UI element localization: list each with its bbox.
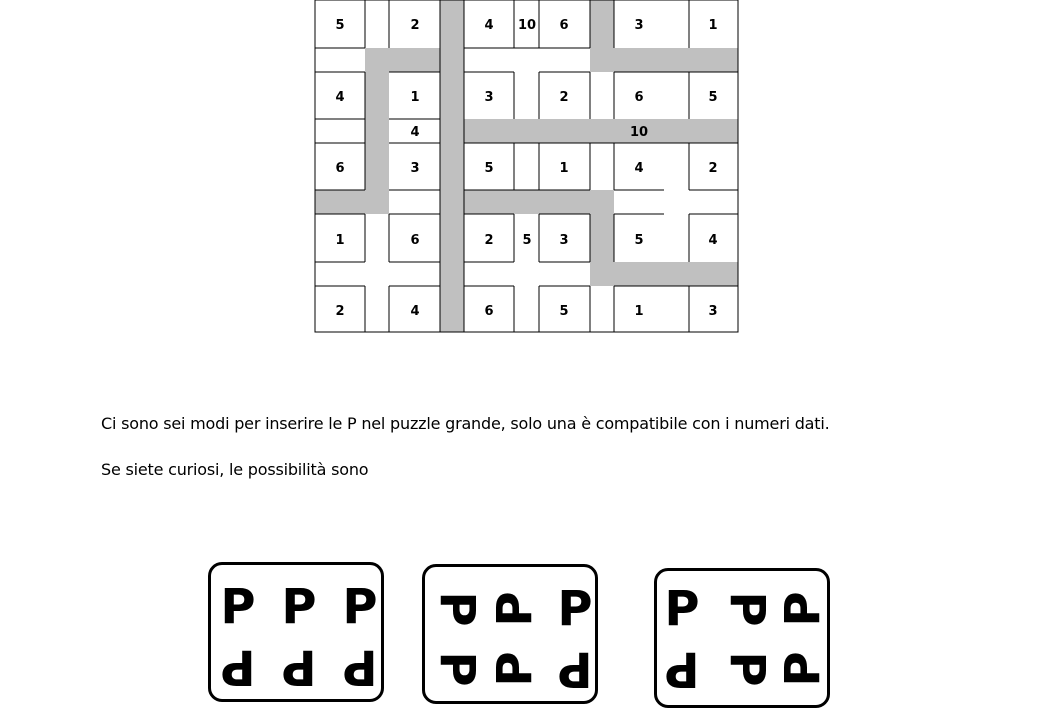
- p-glyph: P: [664, 581, 700, 637]
- clue-5: 5: [522, 233, 532, 248]
- cell-r2-c3: 1: [559, 161, 569, 176]
- p-glyph: P: [719, 591, 775, 627]
- cell-r1-c3: 2: [559, 90, 569, 105]
- option-box-1: [208, 562, 384, 702]
- p-glyph: P: [281, 579, 317, 635]
- cell-r4-c3: 5: [559, 304, 569, 319]
- cell-r3-c4: 5: [634, 233, 644, 248]
- option-box-3: [654, 568, 830, 708]
- p-glyph: P: [342, 579, 378, 635]
- p-glyph: P: [664, 641, 700, 697]
- cell-r3-c2: 2: [484, 233, 494, 248]
- cell-r4-c5: 3: [708, 304, 718, 319]
- cell-r2-c1: 3: [410, 161, 420, 176]
- cell-r1-c4: 6: [634, 90, 644, 105]
- cell-r2-c4: 4: [634, 161, 644, 176]
- cell-r0-c2: 4: [484, 18, 494, 33]
- cell-r3-c3: 3: [559, 233, 569, 248]
- cell-r4-c1: 4: [410, 304, 420, 319]
- p-glyph: P: [775, 651, 831, 687]
- p-glyph: P: [719, 651, 775, 687]
- p-glyph: P: [429, 651, 485, 687]
- p-glyph: P: [220, 639, 256, 695]
- option-box-2: [422, 564, 598, 704]
- cell-r1-c1: 1: [410, 90, 420, 105]
- cell-r1-c0: 4: [335, 90, 345, 105]
- explanation-line-2: Se siete curiosi, le possibilità sono: [101, 460, 369, 479]
- puzzle-grid: [0, 0, 1058, 340]
- cell-r1-c5: 5: [708, 90, 718, 105]
- p-glyph: P: [557, 581, 593, 637]
- cell-r2-c5: 2: [708, 161, 718, 176]
- p-glyph: P: [342, 639, 378, 695]
- cell-r3-c1: 6: [410, 233, 420, 248]
- p-glyph: P: [557, 641, 593, 697]
- cell-r0-c1: 2: [410, 18, 420, 33]
- cell-r0-c0: 5: [335, 18, 345, 33]
- cell-r0-c4: 3: [634, 18, 644, 33]
- p-glyph: P: [487, 651, 543, 687]
- cell-r3-c0: 1: [335, 233, 345, 248]
- cell-r4-c4: 1: [634, 304, 644, 319]
- cell-r1-c2: 3: [484, 90, 494, 105]
- cell-r0-c3: 6: [559, 18, 569, 33]
- cell-r2-c0: 6: [335, 161, 345, 176]
- p-glyph: P: [487, 591, 543, 627]
- clue-10-middle: 10: [629, 125, 649, 140]
- cell-r3-c5: 4: [708, 233, 718, 248]
- p-glyph: P: [220, 579, 256, 635]
- shaded-walls: [315, 0, 738, 332]
- cell-r0-c5: 1: [708, 18, 718, 33]
- explanation-line-1: Ci sono sei modi per inserire le P nel puzzle grande, solo una è compatibile con i numeri dati.: [101, 414, 830, 433]
- cell-r4-c2: 6: [484, 304, 494, 319]
- p-glyph: P: [775, 591, 831, 627]
- clue-4: 4: [410, 125, 420, 140]
- p-glyph: P: [281, 639, 317, 695]
- cell-r4-c0: 2: [335, 304, 345, 319]
- cell-r2-c2: 5: [484, 161, 494, 176]
- clue-10-top: 10: [517, 18, 537, 33]
- p-glyph: P: [429, 591, 485, 627]
